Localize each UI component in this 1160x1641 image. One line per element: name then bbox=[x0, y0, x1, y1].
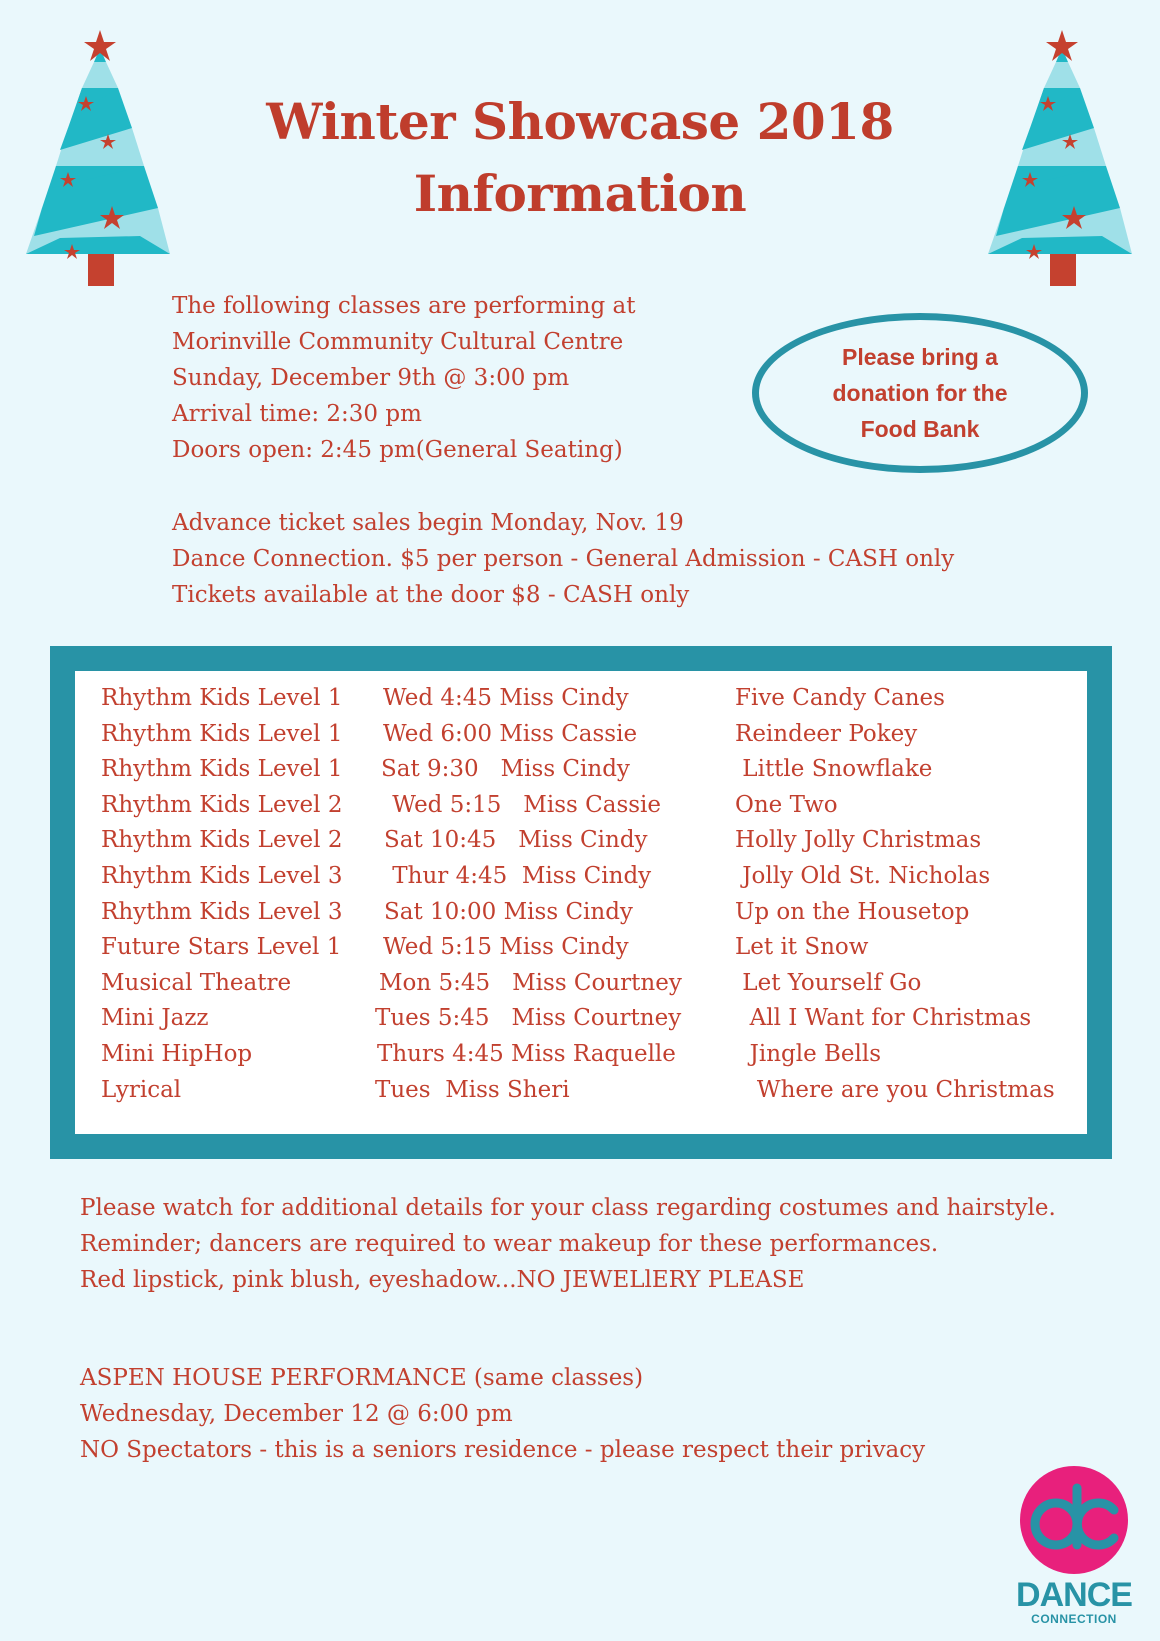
schedule-class: Mini Jazz bbox=[101, 1005, 209, 1032]
schedule-class: Rhythm Kids Level 2 bbox=[101, 827, 343, 854]
schedule-row bbox=[75, 756, 1087, 792]
schedule-class: Rhythm Kids Level 1 bbox=[101, 685, 343, 711]
schedule-table bbox=[75, 671, 1087, 1134]
schedule-song: Let it Snow bbox=[735, 934, 869, 961]
notes-line: Red lipstick, pink blush, eyeshadow...NO JEWELlERY PLEASE bbox=[80, 1267, 805, 1293]
schedule-song: Reindeer Pokey bbox=[735, 720, 918, 747]
schedule-time-teacher: Tues 5:45 Miss Courtney bbox=[375, 1005, 682, 1032]
aspen-house-block bbox=[80, 1360, 925, 1468]
intro-block bbox=[172, 288, 635, 468]
schedule-song: Five Candy Canes bbox=[735, 685, 945, 711]
aspen-line: ASPEN HOUSE PERFORMANCE (same classes) bbox=[80, 1365, 644, 1391]
donation-oval bbox=[752, 313, 1088, 473]
schedule-row bbox=[75, 792, 1087, 828]
dc-logo-icon bbox=[1010, 1464, 1138, 1576]
schedule-time-teacher: Sat 9:30 Miss Cindy bbox=[381, 756, 630, 783]
schedule-class: Rhythm Kids Level 3 bbox=[101, 863, 343, 889]
schedule-song: Jolly Old St. Nicholas bbox=[735, 863, 991, 889]
intro-line: Arrival time: 2:30 pm bbox=[172, 401, 422, 427]
title-line-1: Winter Showcase 2018 bbox=[266, 92, 894, 151]
aspen-line: Wednesday, December 12 @ 6:00 pm bbox=[80, 1401, 513, 1427]
schedule-row bbox=[75, 1005, 1087, 1041]
schedule-class: Rhythm Kids Level 3 bbox=[101, 898, 343, 925]
schedule-class: Future Stars Level 1 bbox=[101, 934, 342, 961]
schedule-frame bbox=[50, 646, 1112, 1159]
schedule-time-teacher: Mon 5:45 Miss Courtney bbox=[379, 969, 682, 996]
logo-word-connection: CONNECTION bbox=[1031, 1612, 1117, 1626]
schedule-class: Rhythm Kids Level 1 bbox=[101, 756, 343, 783]
schedule-song: Little Snowflake bbox=[735, 756, 933, 783]
schedule-song: All I Want for Christmas bbox=[735, 1005, 1032, 1032]
title-line-2: Information bbox=[413, 164, 747, 223]
schedule-row bbox=[75, 899, 1087, 935]
notes-line: Please watch for additional details for your class regarding costumes and hairstyle. bbox=[80, 1195, 1056, 1221]
schedule-song: One Two bbox=[735, 791, 838, 818]
intro-line: Sunday, December 9th @ 3:00 pm bbox=[172, 365, 570, 391]
schedule-row bbox=[75, 970, 1087, 1006]
schedule-song: Let Yourself Go bbox=[735, 969, 922, 996]
schedule-class: Mini HipHop bbox=[101, 1041, 253, 1067]
schedule-row bbox=[75, 1077, 1087, 1113]
schedule-time-teacher: Wed 5:15 Miss Cindy bbox=[383, 934, 629, 961]
donation-line: Food Bank bbox=[860, 416, 980, 442]
notes-line: Reminder; dancers are required to wear makeup for these performances. bbox=[80, 1231, 939, 1257]
schedule-row bbox=[75, 827, 1087, 863]
logo-word-dance: DANCE bbox=[1016, 1576, 1132, 1614]
schedule-time-teacher: Thur 4:45 Miss Cindy bbox=[385, 863, 652, 889]
schedule-class: Rhythm Kids Level 2 bbox=[101, 791, 343, 818]
dance-connection-logo bbox=[1010, 1464, 1138, 1634]
schedule-song: Jingle Bells bbox=[735, 1041, 882, 1067]
schedule-class: Musical Theatre bbox=[101, 969, 292, 996]
tickets-line: Dance Connection. $5 per person - General Admission - CASH only bbox=[172, 546, 955, 572]
schedule-time-teacher: Wed 6:00 Miss Cassie bbox=[383, 720, 638, 747]
schedule-time-teacher: Sat 10:00 Miss Cindy bbox=[384, 898, 633, 925]
schedule-song: Up on the Housetop bbox=[735, 898, 970, 925]
tickets-line: Advance ticket sales begin Monday, Nov. 19 bbox=[172, 510, 684, 536]
schedule-time-teacher: Tues Miss Sheri bbox=[375, 1076, 570, 1103]
christmas-tree-left-icon bbox=[20, 26, 180, 288]
intro-line: Morinville Community Cultural Centre bbox=[172, 329, 624, 355]
schedule-row bbox=[75, 863, 1087, 899]
schedule-time-teacher: Sat 10:45 Miss Cindy bbox=[384, 827, 648, 854]
schedule-time-teacher: Wed 4:45 Miss Cindy bbox=[383, 685, 629, 711]
donation-line: donation for the bbox=[832, 380, 1008, 406]
schedule-time-teacher: Wed 5:15 Miss Cassie bbox=[385, 791, 662, 818]
intro-line: The following classes are performing at bbox=[172, 293, 636, 319]
schedule-song: Where are you Christmas bbox=[735, 1076, 1055, 1103]
aspen-line: NO Spectators - this is a seniors residence - please respect their privacy bbox=[80, 1437, 926, 1463]
schedule-song: Holly Jolly Christmas bbox=[735, 827, 982, 854]
tickets-line: Tickets available at the door $8 - CASH only bbox=[172, 582, 690, 608]
schedule-class: Rhythm Kids Level 1 bbox=[101, 720, 343, 747]
schedule-row bbox=[75, 685, 1087, 721]
schedule-class: Lyrical bbox=[101, 1076, 182, 1103]
tickets-block bbox=[172, 505, 954, 613]
schedule-row bbox=[75, 1041, 1087, 1077]
schedule-row bbox=[75, 934, 1087, 970]
notes-block bbox=[80, 1190, 1056, 1298]
christmas-tree-right-icon bbox=[982, 26, 1142, 288]
intro-line: Doors open: 2:45 pm(General Seating) bbox=[172, 437, 623, 463]
schedule-row bbox=[75, 721, 1087, 757]
schedule-time-teacher: Thurs 4:45 Miss Raquelle bbox=[377, 1041, 676, 1067]
donation-line: Please bring a bbox=[842, 344, 998, 370]
page-title bbox=[250, 86, 910, 230]
